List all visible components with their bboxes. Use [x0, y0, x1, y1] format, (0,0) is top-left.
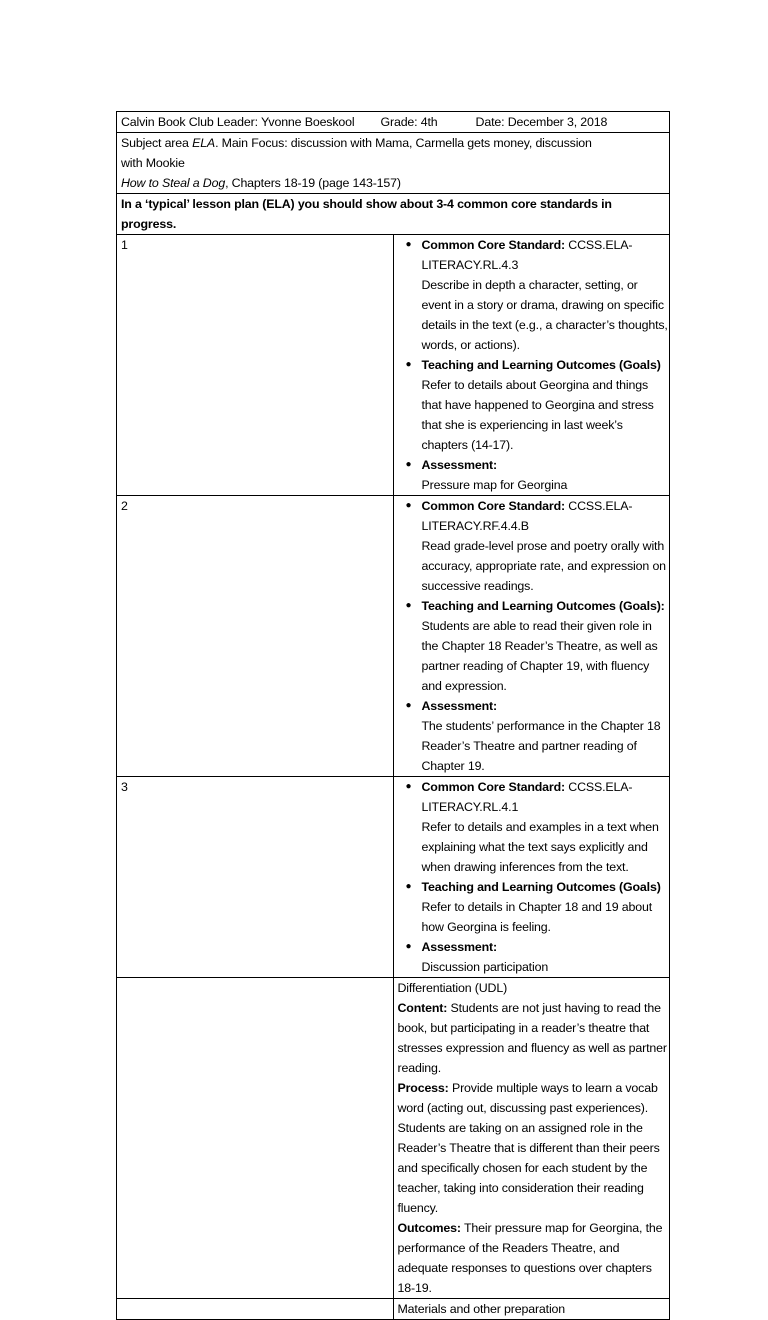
chapters-text: , Chapters 18-19 (page 143-157) — [225, 176, 401, 190]
goals-label: Teaching and Learning Outcomes (Goals) — [421, 358, 661, 372]
header-cell — [117, 112, 670, 133]
goals-text: Refer to details about Georgina and things that have happened to Georgina and stress that she is experiencing in last week’s chapters (14-17). — [421, 378, 654, 452]
empty-number-cell — [117, 1299, 394, 1320]
process-text: Provide multiple ways to learn a vocab word (acting out, discussing past experiences). Students are taking on an assigned role in the Reader’s Theatre that is different than their peers and specifically chosen for each student by the teacher, taking into consideration their reading fluency. — [397, 1081, 660, 1215]
standard-text: Read grade-level prose and poetry orally with accuracy, appropriate rate, and expression on successive readings. — [421, 539, 666, 593]
standard-number: 1 — [117, 235, 394, 496]
standard-number: 2 — [117, 496, 394, 777]
list-item — [398, 355, 670, 455]
assessment-label: Assessment: — [421, 699, 497, 713]
content-text: Students are not just having to read the book, but participating in a reader’s theatre that stresses expression and fluency as well as partner reading. — [397, 1001, 667, 1075]
standard-label: Common Core Standard: — [421, 499, 569, 513]
bullet-icon: ● — [405, 459, 412, 470]
instruction-row — [117, 194, 670, 235]
standard-text: Refer to details and examples in a text when explaining what the text says explicitly and when drawing inferences from the text. — [421, 820, 659, 874]
assessment-text: Discussion participation — [421, 960, 549, 974]
assessment-label: Assessment: — [421, 458, 497, 472]
standard-content — [393, 235, 670, 496]
standard-label: Common Core Standard: — [421, 780, 569, 794]
standard-row-1 — [117, 235, 670, 496]
assessment-label: Assessment: — [421, 940, 497, 954]
materials-row — [117, 1299, 670, 1320]
subject-prefix: Subject area — [121, 136, 193, 150]
bullet-icon: ● — [405, 941, 412, 952]
materials-title: Materials and other preparation — [393, 1299, 670, 1320]
goals-text: Refer to details in Chapter 18 and 19 about how Georgina is feeling. — [421, 900, 653, 934]
main-focus-line2: with Mookie — [121, 156, 185, 170]
bullet-icon: ● — [405, 239, 412, 250]
bullet-icon: ● — [405, 700, 412, 711]
differentiation-content — [393, 978, 670, 1299]
bullet-icon: ● — [405, 781, 412, 792]
standard-label: Common Core Standard: — [421, 238, 569, 252]
content-paragraph — [398, 998, 670, 1078]
instruction-text: In a ‘typical’ lesson plan (ELA) you should show about 3-4 common core standards in progress. — [117, 194, 670, 235]
standard-content — [393, 777, 670, 978]
process-paragraph — [398, 1078, 670, 1218]
standard-list — [398, 496, 670, 776]
list-item — [398, 937, 670, 977]
list-item — [398, 596, 670, 696]
list-item — [398, 496, 670, 596]
differentiation-title: Differentiation (UDL) — [397, 981, 508, 995]
leader-text: Calvin Book Club Leader: Yvonne Boeskool — [121, 115, 355, 129]
subject-cell — [117, 133, 670, 194]
content-label: Content: — [397, 1001, 448, 1015]
grade-text: Grade: 4th — [380, 115, 438, 129]
bullet-icon: ● — [405, 500, 412, 511]
outcomes-label: Outcomes: — [397, 1221, 461, 1235]
list-item — [398, 777, 670, 877]
subject-row — [117, 133, 670, 194]
standard-list — [398, 777, 670, 977]
empty-number-cell — [117, 978, 394, 1299]
subject-area: ELA — [192, 136, 216, 150]
standard-code: CCSS.ELA-LITERACY.RL.4.3 — [421, 238, 633, 272]
bullet-icon: ● — [405, 359, 412, 370]
list-item — [398, 235, 670, 355]
differentiation-row — [117, 978, 670, 1299]
header-row — [117, 112, 670, 133]
date-text: Date: December 3, 2018 — [475, 115, 608, 129]
standard-number: 3 — [117, 777, 394, 978]
book-title: How to Steal a Dog — [121, 176, 226, 190]
standard-list — [398, 235, 670, 495]
standard-row-2 — [117, 496, 670, 777]
list-item — [398, 696, 670, 776]
bullet-icon: ● — [405, 600, 412, 611]
lesson-plan-table — [116, 111, 670, 1320]
goals-text: Students are able to read their given role in the Chapter 18 Reader’s Theatre, as well as partner reading of Chapter 19, with fluency and expression. — [421, 619, 658, 693]
standard-content — [393, 496, 670, 777]
list-item — [398, 877, 670, 937]
standard-code: CCSS.ELA-LITERACY.RL.4.1 — [421, 780, 633, 814]
main-focus-line1: . Main Focus: discussion with Mama, Carmella gets money, discussion — [215, 136, 592, 150]
assessment-text: The students’ performance in the Chapter 18 Reader’s Theatre and partner reading of Chapter 19. — [421, 719, 661, 773]
assessment-text: Pressure map for Georgina — [421, 478, 568, 492]
bullet-icon: ● — [405, 881, 412, 892]
process-label: Process: — [397, 1081, 449, 1095]
standard-row-3 — [117, 777, 670, 978]
outcomes-paragraph — [398, 1218, 670, 1298]
goals-label: Teaching and Learning Outcomes (Goals) — [421, 880, 661, 894]
outcomes-text: Their pressure map for Georgina, the performance of the Readers Theatre, and adequate responses to questions over chapters 18-19. — [397, 1221, 663, 1295]
goals-label: Teaching and Learning Outcomes (Goals): — [421, 599, 665, 613]
standard-code: CCSS.ELA-LITERACY.RF.4.4.B — [421, 499, 633, 533]
standard-text: Describe in depth a character, setting, or event in a story or drama, drawing on specific details in the text (e.g., a character’s thoughts, words, or actions). — [421, 278, 668, 352]
list-item — [398, 455, 670, 495]
